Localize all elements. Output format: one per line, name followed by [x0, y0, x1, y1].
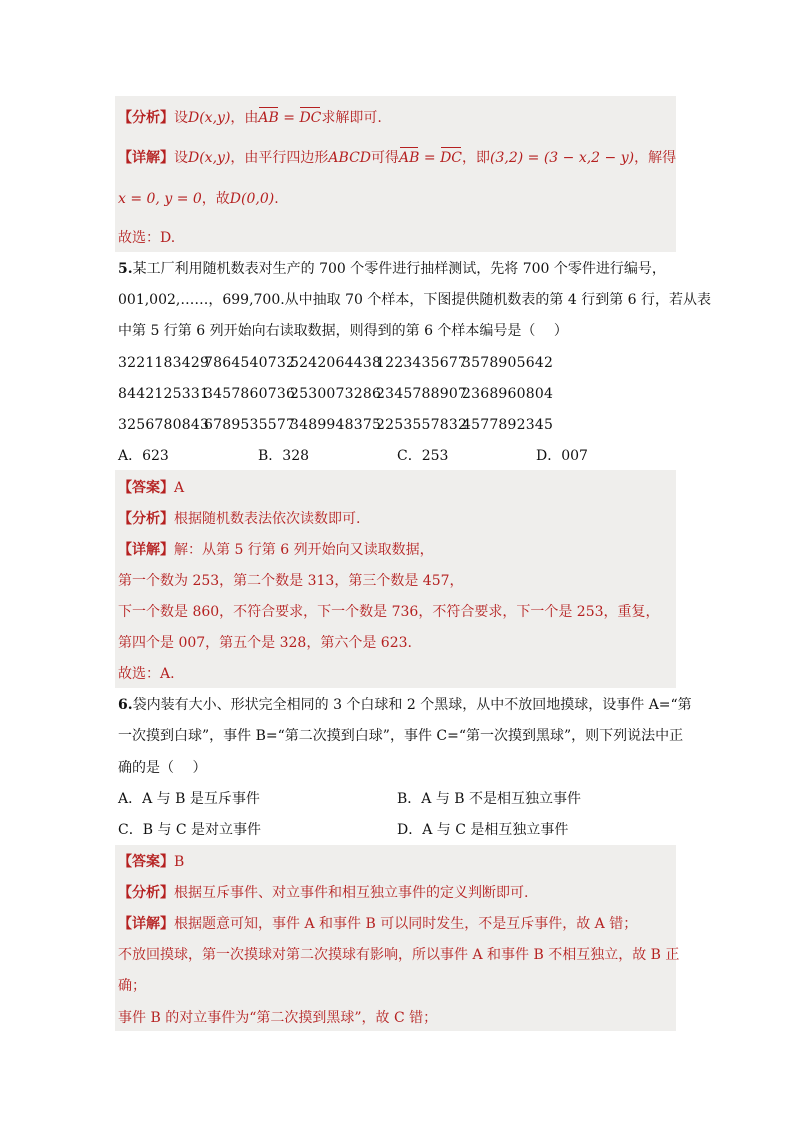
detail-label: 【详解】 — [118, 150, 174, 166]
option-c: C．253 — [397, 448, 449, 464]
question-number: 6. — [118, 697, 133, 713]
shape-abcd: ABCD — [328, 150, 372, 166]
analysis-q6: 【分析】根据互斥事件、对立事件和相互独立事件的定义判断即可. — [118, 885, 529, 901]
analysis-label: 【分析】 — [118, 511, 174, 527]
answer-q5 — [118, 478, 184, 498]
option-b: B．328 — [258, 448, 310, 464]
question-5-line2: 001,002,……，699,700.从中抽取 70 个样本，下图提供随机数表的第 4 行到第 6 行，若从表 — [118, 292, 712, 308]
analysis-label: 【分析】 — [118, 885, 174, 901]
point-d: D(x,y) — [188, 150, 231, 166]
question-6-line2: 一次摸到白球”，事件 B=“第二次摸到白球”，事件 C=“第一次摸到黑球”，则下列说法中正 — [118, 728, 684, 744]
detail-q5: 【详解】解：从第 5 行第 6 列开始向又读取数据， — [118, 542, 434, 558]
option-d: D．007 — [536, 448, 588, 464]
option-a: A．623 — [118, 448, 169, 464]
detail-q6: 【详解】根据题意可知，事件 A 和事件 B 可以同时发生，不是互斥事件，故 A 错； — [118, 916, 638, 932]
detail-label: 【详解】 — [118, 542, 174, 558]
answer-label: 【答案】 — [118, 480, 174, 496]
detail-q5-line: 下一个数是 860，不符合要求，下一个数是 736，不符合要求，下一个是 253，重复， — [118, 604, 660, 620]
option-d: D．A 与 C 是相互独立事件 — [397, 822, 569, 838]
vector-dc: DC — [440, 150, 462, 166]
vector-ab: AB — [399, 150, 420, 166]
detail-q6-line: 不放回摸球，第一次摸球对第二次摸球有影响，所以事件 A 和事件 B 不相互独立，故 B 正 — [118, 947, 680, 963]
analysis-label: 【分析】 — [118, 110, 174, 126]
answer-value: A — [174, 480, 185, 496]
option-b: B．A 与 B 不是相互独立事件 — [397, 791, 582, 807]
vector-dc: DC — [299, 110, 322, 126]
detail-q4: 【详解】设D(x,y)，由平行四边形ABCD可得AB = DC，即(3,2) = (3 − x,2 − y)，解得 — [118, 150, 677, 166]
detail-q6-line: 确； — [118, 978, 146, 994]
vector-ab: AB — [258, 110, 279, 126]
detail-label: 【详解】 — [118, 916, 174, 932]
detail-q6-line: 事件 B 的对立事件为“第二次摸到黑球”，故 C 错； — [118, 1010, 438, 1026]
coordinate-equation: (3,2) = (3 − x,2 − y) — [490, 150, 635, 166]
solution-values: x = 0, y = 0 — [118, 191, 202, 207]
detail-q5-line: 第四个是 007，第五个是 328，第六个是 623. — [118, 635, 412, 651]
question-6-line3: 确的是（ ） — [118, 760, 207, 776]
question-5-line1: 5.某工厂利用随机数表对生产的 700 个零件进行抽样测试，先将 700 个零件进行编号， — [118, 261, 666, 277]
analysis-q4: 【分析】设D(x,y)，由AB = DC求解即可. — [118, 110, 382, 126]
choose-q5: 故选：A. — [118, 666, 175, 682]
option-a: A．A 与 B 是互斥事件 — [118, 791, 260, 807]
detail-q5-line: 第一个数为 253，第二个数是 313，第三个数是 457， — [118, 573, 464, 589]
question-6-line1: 6.袋内装有大小、形状完全相同的 3 个白球和 2 个黑球，从中不放回地摸球，设事件 A=“第 — [118, 697, 692, 713]
options-q5 — [118, 446, 588, 466]
random-table-row: 32211834297864540732524206443812234356773578905642 — [118, 355, 554, 371]
answer-q6 — [118, 852, 184, 872]
random-table-row: 84421253313457860736253007328623457889072368960804 — [118, 386, 554, 402]
option-c: C．B 与 C 是对立事件 — [118, 822, 262, 838]
answer-label: 【答案】 — [118, 854, 174, 870]
detail-q4-result: x = 0, y = 0，故D(0,0). — [118, 191, 279, 207]
point-d-result: D(0,0) — [229, 191, 275, 207]
answer-value: B — [174, 854, 185, 870]
question-number: 5. — [118, 261, 133, 277]
analysis-q5: 【分析】根据随机数表法依次读数即可. — [118, 511, 361, 527]
solution-shade-q6 — [115, 845, 676, 1031]
choose-q4: 故选：D. — [118, 230, 176, 246]
question-5-line3: 中第 5 行第 6 列开始向右读取数据，则得到的第 6 个样本编号是（ ） — [118, 323, 568, 339]
random-table-row: 32567808436789535577348994837522535578324577892345 — [118, 417, 554, 433]
options-q6-row2 — [118, 820, 568, 840]
point-d: D(x,y) — [188, 110, 231, 126]
options-q6-row1 — [118, 789, 581, 809]
